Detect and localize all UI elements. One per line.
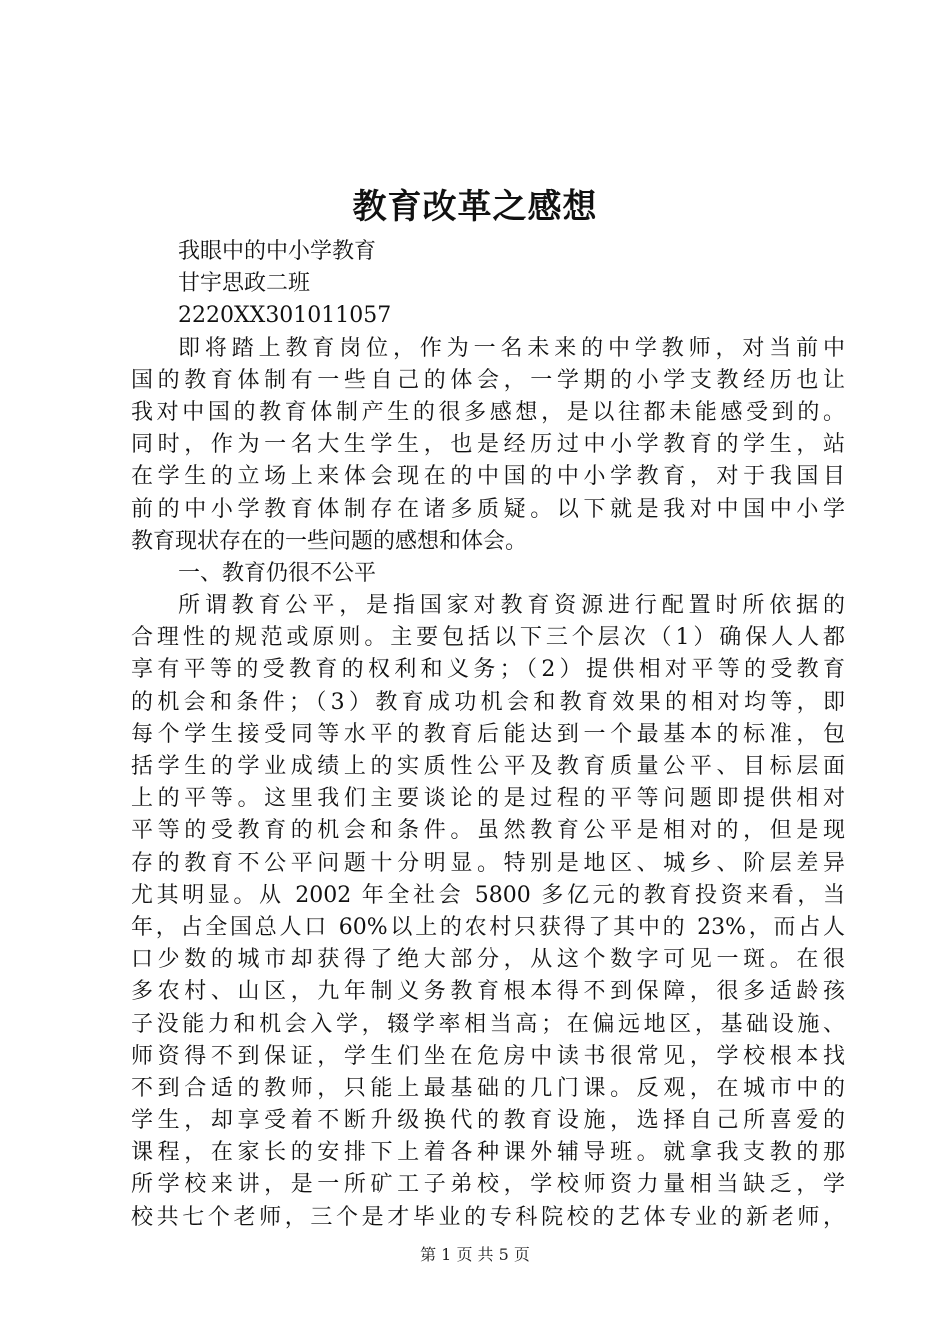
- document-subtitle: 我眼中的中小学教育: [178, 239, 377, 264]
- document-body: [131, 236, 845, 1234]
- paragraph-line: 子没能力和机会入学，辍学率相当高；在偏远地区，基础设施、: [131, 1011, 845, 1037]
- paragraph-line: 平等的受教育的机会和条件。虽然教育公平是相对的，但是现: [131, 818, 845, 844]
- paragraph-line: 尤其明显。从 2002 年全社会 5800 多亿元的教育投资来看，当: [131, 882, 845, 908]
- paragraph-line: 前的中小学教育体制存在诸多质疑。以下就是我对中国中小学: [131, 496, 845, 522]
- paragraph-line: 教育现状存在的一些问题的感想和体会。: [131, 528, 528, 554]
- paragraph-line: 学生，却享受着不断升级换代的教育设施，选择自己所喜爱的: [131, 1108, 845, 1134]
- class-name: 甘宇思政二班: [178, 271, 311, 297]
- paragraph-line: 不到合适的教师，只能上最基础的几门课。反观，在城市中的: [131, 1075, 845, 1101]
- paragraph-line: 所学校来讲，是一所矿工子弟校，学校师资力量相当缺乏，学: [131, 1172, 845, 1198]
- paragraph-line: 师资得不到保证，学生们坐在危房中读书很常见，学校根本找: [131, 1043, 845, 1069]
- page-footer: 第 1 页 共 5 页: [420, 1245, 530, 1264]
- student-id: 2220XX301011057: [178, 303, 392, 329]
- section-heading: 一、教育仍很不公平: [178, 560, 377, 586]
- paragraph-line: 合理性的规范或原则。主要包括以下三个层次（1）确保人人都: [131, 625, 845, 651]
- paragraph-line: 课程，在家长的安排下上着各种课外辅导班。就拿我支教的那: [131, 1140, 845, 1166]
- paragraph-line: 多农村、山区，九年制义务教育根本得不到保障，很多适龄孩: [131, 979, 845, 1005]
- paragraph-line: 的机会和条件；（3）教育成功机会和教育效果的相对均等，即: [131, 689, 845, 715]
- paragraph-line: 口少数的城市却获得了绝大部分，从这个数字可见一斑。在很: [131, 947, 845, 973]
- paragraph-line: 我对中国的教育体制产生的很多感想，是以往都未能感受到的。: [131, 399, 845, 425]
- paragraph-line: 享有平等的受教育的权利和义务；（2）提供相对平等的受教育: [131, 657, 845, 683]
- paragraph-line: 校共七个老师，三个是才毕业的专科院校的艺体专业的新老师，: [131, 1204, 845, 1230]
- paragraph-line: 括学生的学业成绩上的实质性公平及教育质量公平、目标层面: [131, 754, 845, 779]
- paragraph-line: 年，占全国总人口 60%以上的农村只获得了其中的 23%，而占人: [131, 914, 845, 940]
- paragraph-line: 国的教育体制有一些自己的体会，一学期的小学支教经历也让: [131, 367, 845, 393]
- paragraph-line: 同时，作为一名大生学生，也是经历过中小学教育的学生，站: [131, 432, 845, 458]
- paragraph-line: 所谓教育公平，是指国家对教育资源进行配置时所依据的: [178, 593, 845, 619]
- paragraph-line: 每个学生接受同等水平的教育后能达到一个最基本的标准，包: [131, 721, 845, 747]
- paragraph-line: 即将踏上教育岗位，作为一名未来的中学教师，对当前中: [178, 335, 845, 361]
- document-title: 教育改革之感想: [352, 187, 598, 227]
- paragraph-line: 存的教育不公平问题十分明显。特别是地区、城乡、阶层差异: [131, 850, 845, 876]
- paragraph-line: 在学生的立场上来体会现在的中国的中小学教育，对于我国目: [131, 464, 845, 490]
- paragraph-line: 上的平等。这里我们主要谈论的是过程的平等问题即提供相对: [131, 786, 845, 812]
